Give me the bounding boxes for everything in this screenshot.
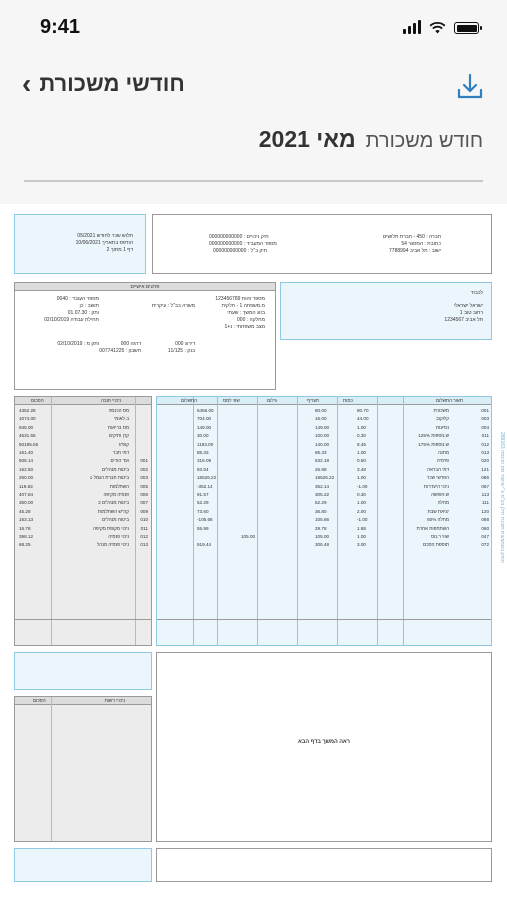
table-cell: 012 [481,441,489,447]
table-cell: 067 [481,483,489,489]
table-cell: 52.29 [197,500,209,506]
col-header: הסכום [33,698,46,703]
table-cell: 162.50 [19,466,34,472]
table-cell: דמי חבר [112,450,129,455]
personal-field: דירוג 000 [175,341,195,347]
table-cell: 111 [482,500,489,506]
table-cell: 1.00 [357,475,366,481]
table-cell: ביטוח מנהלים [102,466,129,472]
personal-field: מצב משפחתי : נ+1 [224,324,265,330]
company-file: מספר המעביד : 000000000000 [209,241,277,247]
table-cell: הפרשי שכר [426,475,449,481]
col-header: הסכום [31,398,44,403]
period-line: דף 1 מתוך 2 [106,247,133,253]
personal-field: ותק מ : 02/10/2019 [57,341,99,347]
table-cell: 020 [481,458,489,464]
table-cell: השתלמות [109,483,129,489]
company-box [152,214,492,274]
table-cell: ביטוח מנהלים 2 [98,500,129,506]
table-cell: 149.00 [197,424,212,430]
column-divider [403,397,404,645]
totals-divider [15,619,151,620]
personal-field: מספר זהות 123456789 [215,296,265,302]
table-cell: 121 [481,466,489,472]
table-cell: 80.00 [315,408,327,413]
company-file: תיק ניכויים : 000000000000 [209,234,269,240]
personal-title: פרטים אישיים [15,283,275,291]
table-cell: 91.57 [197,492,209,497]
payments-table [156,396,492,646]
table-cell: 632.18 [315,458,330,464]
personal-field: בנק : 11/125 [167,348,195,354]
personal-field: בזוג המשך : שעתי [227,310,265,316]
table-cell: 1.88 [357,525,366,531]
table-cell: 26.88 [315,466,327,472]
table-cell: 1.00 [357,450,366,455]
table-cell: 3.00 [357,542,366,548]
table-cell: 010 [140,517,148,523]
company-line: ישוב : תל אביב 7788994 [389,248,441,254]
table-cell: 506.14 [19,458,34,464]
table-cell: מס הכנסה [108,408,129,413]
table-cell: 8.45 [357,441,366,447]
column-divider [337,397,338,645]
back-button[interactable] [22,70,185,98]
table-cell: ועד הורים [110,458,129,464]
company-file: תיק ב"ל : 000000000000 [213,248,268,254]
table-cell: 704.00 [197,416,212,422]
table-cell: ניכוי פנסיה מנהל [96,542,129,548]
mandatory-deductions-table [14,396,152,646]
table-cell: 1.00 [357,500,366,506]
col-header: שווי למס [223,398,240,403]
table-cell: ש.חופשה [431,492,449,497]
personal-field: תחילת עבודה 02/10/2019 [44,317,99,323]
table-cell: 003 [140,475,148,481]
table-cell: 30.00 [197,433,209,439]
table-cell: ניכוי פנסיה [108,534,129,539]
table-cell: 80.70 [357,408,369,413]
table-cell: דמי הבראה [427,466,449,472]
table-cell: 007 [140,500,148,506]
table-cell: -1.00 [357,517,368,523]
table-cell: 305.22 [315,492,330,497]
chevron-left-icon: ‹ [22,68,32,99]
page-title: חודשי משכורת [39,71,185,96]
table-cell: 1183.00 [197,441,214,447]
table-cell: 68.25 [19,542,31,548]
col-header: ניכויי רשות [104,698,125,703]
personal-field: ותק : 01.07.30 [67,310,99,316]
table-cell: 113 [481,492,489,497]
personal-field: חשבון : 007741225 [99,348,141,354]
nav-header [0,52,507,204]
table-cell: קלוקוב [436,416,449,422]
table-cell: 011 [140,525,148,531]
table-cell: קרן ותיקים [108,433,129,439]
table-cell: ש.נוספות 125% [418,433,449,439]
table-cell: שווי ר.נוס [431,534,449,539]
table-cell: פרמיה [436,458,449,464]
table-cell: 44.00 [357,416,369,422]
col-header: ניכויי חובה [100,398,121,403]
table-cell: 005 [140,483,148,489]
table-cell: 003 [481,416,489,422]
notes-box [156,652,492,842]
table-cell: 16.78 [19,525,31,531]
table-cell: ניכוי מקופת מקיפה [93,525,129,531]
table-cell: 29.78 [315,525,327,531]
personal-field: מ.משפחה 1 - חלקית [221,303,265,309]
table-cell: 16.00 [315,416,327,422]
table-cell: 072 [481,542,489,548]
table-cell: ניכוי היעדרות [423,483,449,489]
bottom-left-box [14,848,152,882]
column-divider [135,397,136,645]
period-line: תלוש שכר לחודש 05/2021 [77,233,133,239]
column-divider [51,397,52,645]
table-cell: 73.60 [197,508,209,514]
column-divider [217,397,218,645]
table-cell: נסיעות [435,424,449,430]
table-cell: 047 [481,534,489,539]
table-cell: 55.99 [197,525,209,531]
table-cell: 120 [481,508,489,514]
column-divider [297,397,298,645]
table-cell: 50195.55 [19,441,39,447]
recipient-street: רחוב טוב 1 [459,310,483,316]
table-cell: 119.63 [19,483,33,489]
table-cell: ביטוח מנהלים [102,517,129,523]
table-cell: 009 [140,508,148,514]
table-cell: 011 [481,433,489,439]
table-cell: 100.00 [315,433,330,439]
summary-box [14,652,152,690]
battery-icon [454,22,479,34]
table-cell: מחלה [437,500,449,506]
table-cell: 105.00 [241,534,256,539]
table-cell: ב.לאומי [114,416,129,422]
table-cell: 18526.22 [197,475,217,481]
table-cell: 086 [481,475,489,481]
voluntary-deductions-table [14,696,152,842]
table-cell: 161.40 [19,450,34,455]
table-cell: 1.00 [357,424,366,430]
month-value: מאי 2021 [258,126,356,152]
col-header: תאור התשלום [435,398,463,403]
payslip-document [0,204,507,900]
status-icons [403,20,479,34]
table-cell: 0.30 [357,433,366,439]
table-cell: ביטוח חברת הגמל 1 [89,475,129,481]
col-header: התשלום [181,398,198,403]
table-cell: 149.00 [315,424,330,430]
table-cell: -105.66 [197,517,213,523]
software-note: הופק באמצעות תוכנת חילן בע"מ ע"י אישור מס הכנסה 289163 [499,432,505,563]
recipient-to: לכבוד [470,290,483,296]
table-cell: 6456.00 [197,408,214,413]
table-cell: 398.12 [19,534,34,539]
table-cell: 1074.00 [19,416,36,422]
table-cell: 006 [140,492,148,497]
table-cell: 93.54 [197,466,209,472]
table-cell: 001 [481,408,489,413]
table-cell: 105.00 [315,534,330,539]
table-cell: ש.נוספות 175% [418,441,449,447]
table-cell: מחלה 50% [427,517,449,523]
table-cell: 3.48 [357,466,366,472]
bottom-right-box [156,848,492,882]
period-box [14,214,146,274]
table-cell: 0.30 [357,492,366,497]
table-cell: 407.84 [19,492,34,497]
wifi-icon [429,21,446,34]
table-cell: 1.00 [357,534,366,539]
table-cell: 919.44 [197,542,212,548]
col-header: תעריף [307,398,320,403]
period-line: הודפס בתאריך 10/06/2021 [75,240,133,246]
table-cell: 068 [481,517,489,523]
table-cell: משכורת [433,408,449,413]
recipient-box [280,282,492,340]
personal-field: דרגה 000 [120,341,141,347]
table-cell: 013 [481,450,489,455]
table-cell: יציאת שבת [427,508,449,514]
table-cell: 105.66 [315,517,330,523]
table-cell: פנסיה מקיפה [103,492,129,497]
month-heading [259,126,483,153]
table-cell: 060 [481,525,489,531]
recipient-name: ישראל ישראלי [453,303,483,309]
totals-divider [157,619,491,620]
table-cell: 306.48 [315,542,330,548]
status-bar [0,0,507,52]
column-divider [193,397,194,645]
table-cell: 45.28 [19,508,31,514]
cellular-signal-icon [403,20,421,34]
table-cell: תוספת הסכם [423,542,449,548]
table-cell: השתתפות אחרת [416,525,449,531]
personal-details-box [14,282,276,390]
continue-note: ראה המשך בדף הבא [298,739,350,745]
table-cell: 013 [140,542,148,548]
table-cell: 001 [140,458,148,464]
divider [24,180,483,182]
status-time: 9:41 [40,16,81,38]
table-cell: קה"ש השתלמות [97,508,129,514]
company-line: כתובת : המסגר 54 [401,241,441,247]
table-cell: 4352.28 [19,408,36,413]
col-header: גילום [267,398,277,403]
table-cell: 316.09 [197,458,212,464]
column-divider [257,397,258,645]
table-cell: -352.14 [197,483,213,489]
col-header: כמות [343,398,353,403]
company-line: חברה : 450 - חברת תלושים [382,234,441,240]
table-cell: 85.33 [315,450,327,455]
table-cell: מס בריאות [107,424,129,430]
month-label: חודש משכורת [365,130,483,152]
table-cell: 260.00 [19,475,34,481]
personal-field: משרה בב"ל : עיקרית [151,303,195,309]
table-cell: 012 [140,534,148,539]
table-cell: 2.00 [357,508,366,514]
table-cell: 52.29 [315,500,327,506]
table-cell: 350.00 [19,500,34,506]
table-cell: 0.50 [357,458,366,464]
table-cell: 36.80 [315,508,327,514]
personal-field: מספר העובד : 0040 [56,296,99,302]
table-cell: 18526.22 [315,475,335,481]
table-cell: קופ"ג [118,441,129,447]
table-cell: 163.13 [19,517,34,523]
recipient-city: תל אביב 1234567 [444,317,483,323]
column-divider [377,397,378,645]
table-cell: -1.00 [357,483,368,489]
personal-field: תושב : כן [79,303,99,309]
table-cell: 85.33 [197,450,209,455]
download-icon[interactable] [455,72,485,102]
table-cell: 004 [481,424,489,430]
table-cell: 945.00 [19,424,34,430]
table-cell: מתנה [437,450,449,455]
table-cell: 002 [140,466,148,472]
table-cell: 4631.55 [19,433,36,439]
personal-field: מחלקה : 000 [237,317,265,323]
table-cell: 140.00 [315,441,330,447]
table-cell: 352.14 [315,483,330,489]
